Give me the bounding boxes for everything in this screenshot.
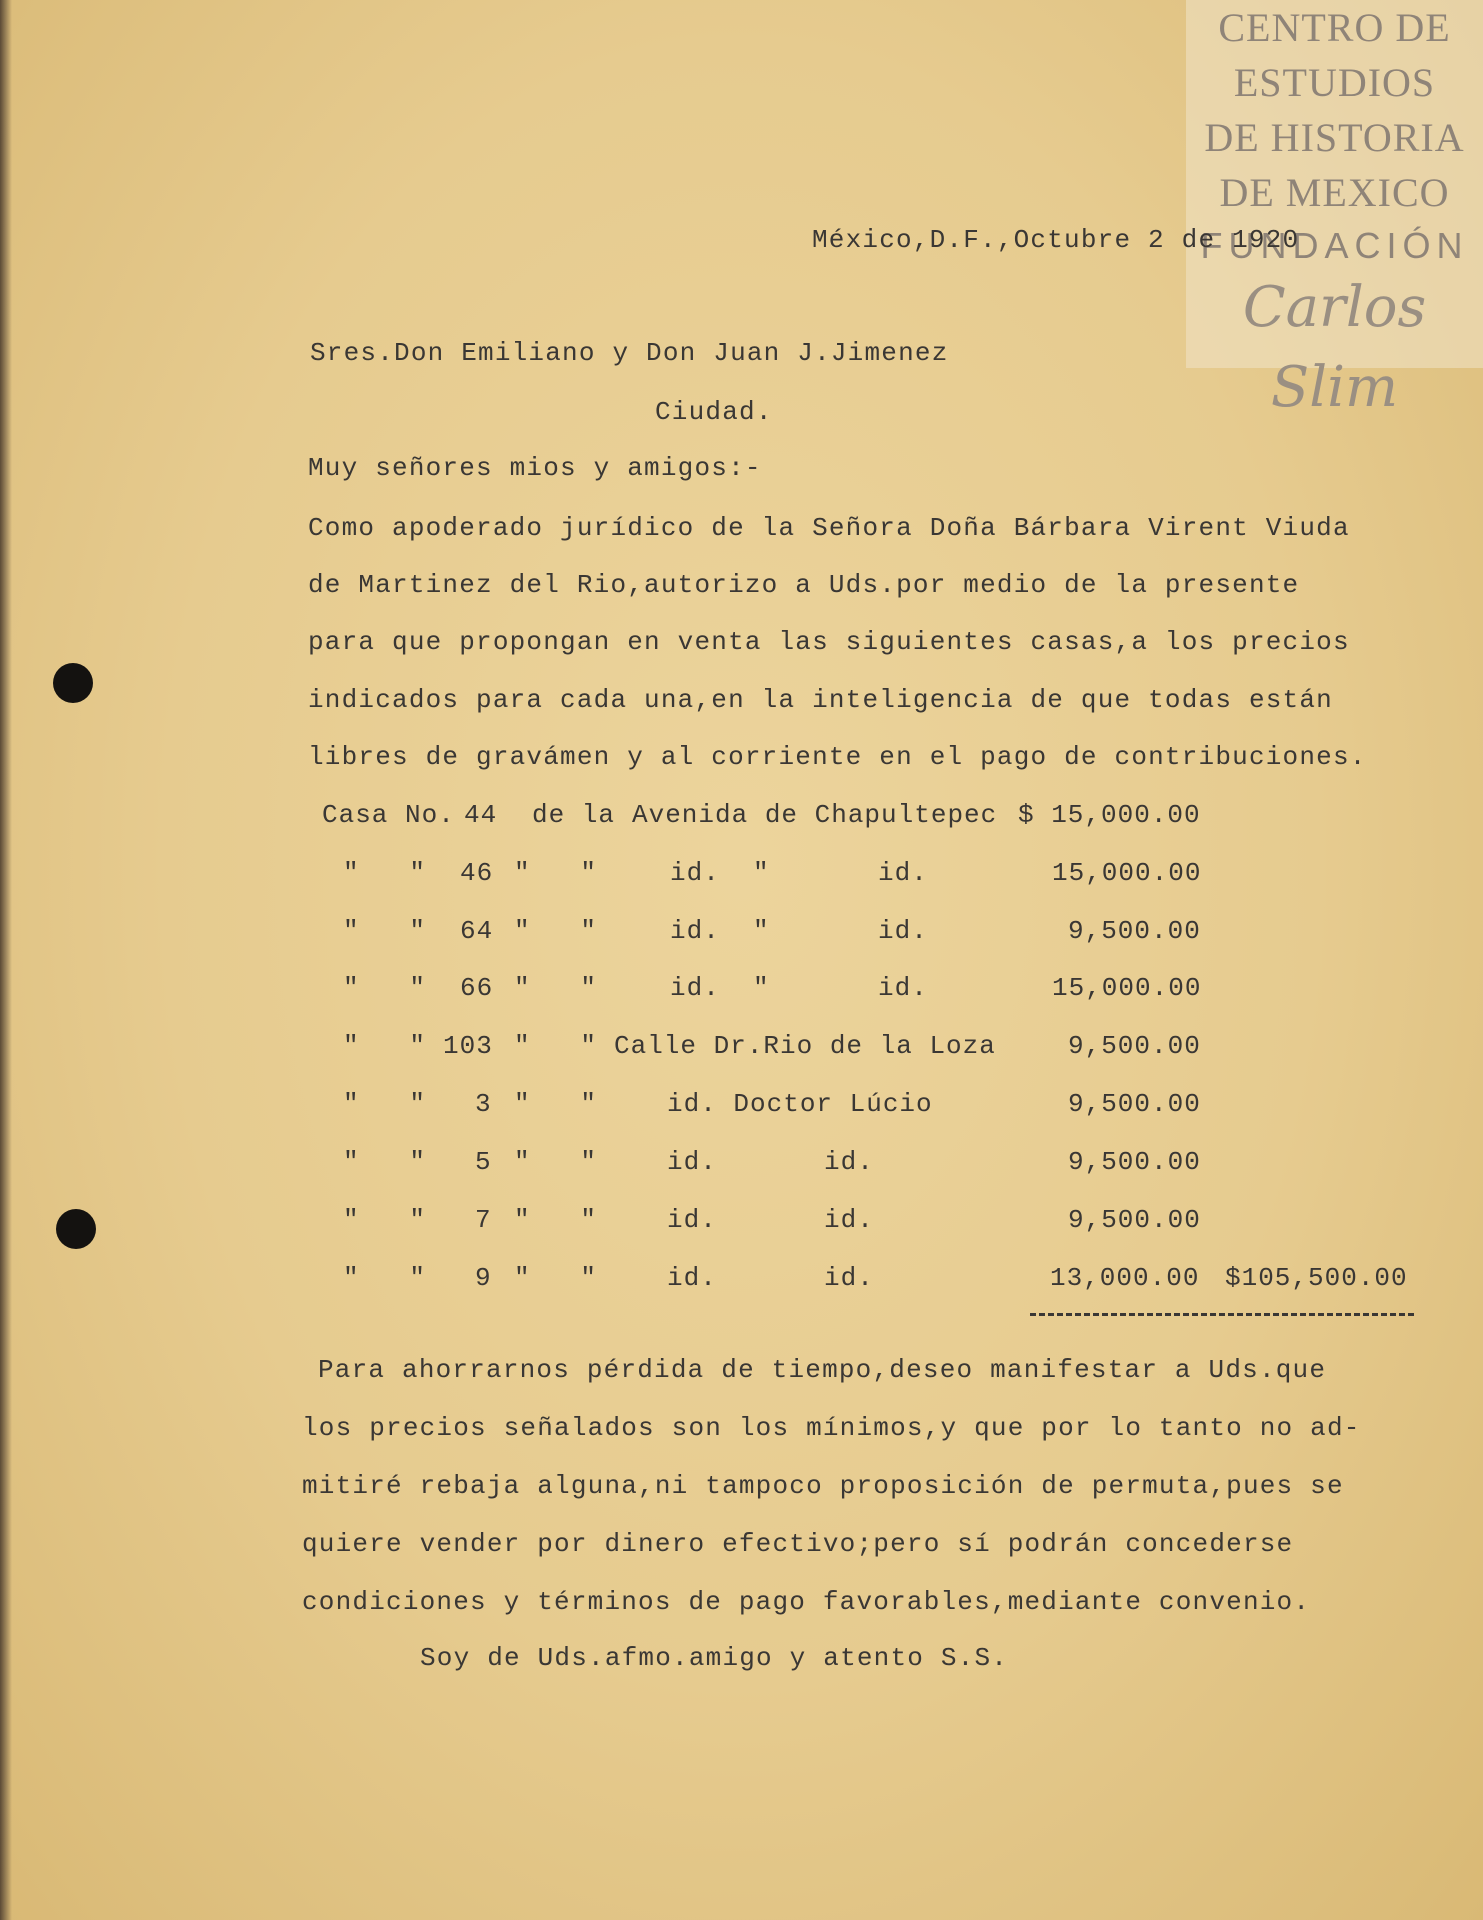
table-row-prefix: " ": [343, 1147, 427, 1177]
table-row-prefix: " ": [343, 1031, 427, 1061]
table-row-location: id.: [824, 1147, 874, 1177]
table-row-location: id.: [824, 1205, 874, 1235]
table-row-number: 9: [475, 1263, 492, 1293]
table-row-price: 9,500.00: [1068, 1147, 1201, 1177]
total-underline: [1030, 1313, 1414, 1316]
stamp-signature: Carlos Slim: [1242, 275, 1427, 420]
table-row-prefix: " ": [343, 858, 427, 888]
table-row-location: id.: [878, 973, 928, 1003]
table-row-ditto: " ": [514, 1205, 598, 1235]
table-row-number: 64: [460, 916, 494, 946]
stamp-line: DE MEXICO: [1219, 170, 1450, 215]
page-edge-shadow: [0, 0, 12, 1920]
stamp-foundation: FUNDACIÓN: [1200, 225, 1469, 266]
table-row-number: 7: [475, 1205, 492, 1235]
table-row-prefix: " ": [343, 1263, 427, 1293]
table-row-price: 9,500.00: [1068, 1205, 1201, 1235]
table-row-street: id. Doctor Lúcio: [667, 1089, 933, 1119]
table-row-ditto: de la: [532, 800, 616, 830]
table-row-number: 46: [460, 858, 494, 888]
table-row-price: 13,000.00: [1050, 1263, 1200, 1293]
table-row-street: id. ": [670, 916, 770, 946]
table-row-ditto: " ": [514, 916, 598, 946]
table-row-location: id.: [878, 916, 928, 946]
stamp-line: CENTRO DE: [1218, 5, 1451, 50]
table-row-price: 9,500.00: [1068, 1089, 1201, 1119]
table-row-number: 44: [464, 800, 498, 830]
letter-city: Ciudad.: [655, 397, 773, 427]
table-total: $105,500.00: [1225, 1263, 1408, 1293]
table-row-price: 9,500.00: [1068, 1031, 1201, 1061]
letter-date: México,D.F.,Octubre 2 de 1920: [812, 225, 1300, 255]
table-row-street: id. ": [670, 858, 770, 888]
archive-stamp: [1186, 0, 1483, 420]
stamp-line: ESTUDIOS: [1233, 60, 1436, 105]
table-row-price: 15,000.00: [1052, 973, 1202, 1003]
table-row-prefix: " ": [343, 1089, 427, 1119]
table-row-price: 9,500.00: [1068, 916, 1201, 946]
table-row-ditto: " ": [514, 1031, 598, 1061]
table-row-prefix: Casa No.: [322, 800, 455, 830]
body-line: indicados para cada una,en la inteligencia de que todas están: [308, 685, 1333, 715]
table-row-prefix: " ": [343, 916, 427, 946]
table-row-street: id.: [667, 1147, 717, 1177]
letter-salutation: Muy señores mios y amigos:-: [308, 453, 762, 483]
table-row-street: id. ": [670, 973, 770, 1003]
body-line: de Martinez del Rio,autorizo a Uds.por medio de la presente: [308, 570, 1300, 600]
closing-line: condiciones y términos de pago favorables,mediante convenio.: [302, 1587, 1311, 1617]
table-row-ditto: " ": [514, 973, 598, 1003]
table-row-street: Avenida de Chapultepec: [632, 800, 998, 830]
closing-line: los precios señalados son los mínimos,y que por lo tanto no ad-: [302, 1413, 1361, 1443]
table-row-street: id.: [667, 1205, 717, 1235]
body-line: para que propongan en venta las siguientes casas,a los precios: [308, 627, 1350, 657]
closing-line: mitiré rebaja alguna,ni tampoco proposición de permuta,pues se: [302, 1471, 1344, 1501]
stamp-line: DE HISTORIA: [1204, 115, 1465, 160]
closing-line: quiere vender por dinero efectivo;pero sí podrán concederse: [302, 1529, 1294, 1559]
punch-hole: [53, 663, 93, 703]
table-row-street: Calle Dr.Rio de la Loza: [614, 1031, 996, 1061]
table-row-number: 5: [475, 1147, 492, 1177]
table-row-prefix: " ": [343, 973, 427, 1003]
letter-signoff: Soy de Uds.afmo.amigo y atento S.S.: [420, 1643, 1009, 1673]
table-row-prefix: " ": [343, 1205, 427, 1235]
table-row-price: $ 15,000.00: [1018, 800, 1201, 830]
body-line: libres de gravámen y al corriente en el pago de contribuciones.: [308, 742, 1367, 772]
table-row-ditto: " ": [514, 1263, 598, 1293]
table-row-location: id.: [878, 858, 928, 888]
table-row-ditto: " ": [514, 1089, 598, 1119]
letter-addressee: Sres.Don Emiliano y Don Juan J.Jimenez: [310, 338, 949, 368]
table-row-street: id.: [667, 1263, 717, 1293]
punch-hole: [56, 1209, 96, 1249]
table-row-number: 103: [443, 1031, 493, 1061]
table-row-ditto: " ": [514, 1147, 598, 1177]
table-row-ditto: " ": [514, 858, 598, 888]
table-row-number: 3: [475, 1089, 492, 1119]
table-row-number: 66: [460, 973, 494, 1003]
table-row-price: 15,000.00: [1052, 858, 1202, 888]
body-line: Como apoderado jurídico de la Señora Doña Bárbara Virent Viuda: [308, 513, 1350, 543]
table-row-location: id.: [824, 1263, 874, 1293]
closing-line: Para ahorrarnos pérdida de tiempo,deseo manifestar a Uds.que: [318, 1355, 1327, 1385]
